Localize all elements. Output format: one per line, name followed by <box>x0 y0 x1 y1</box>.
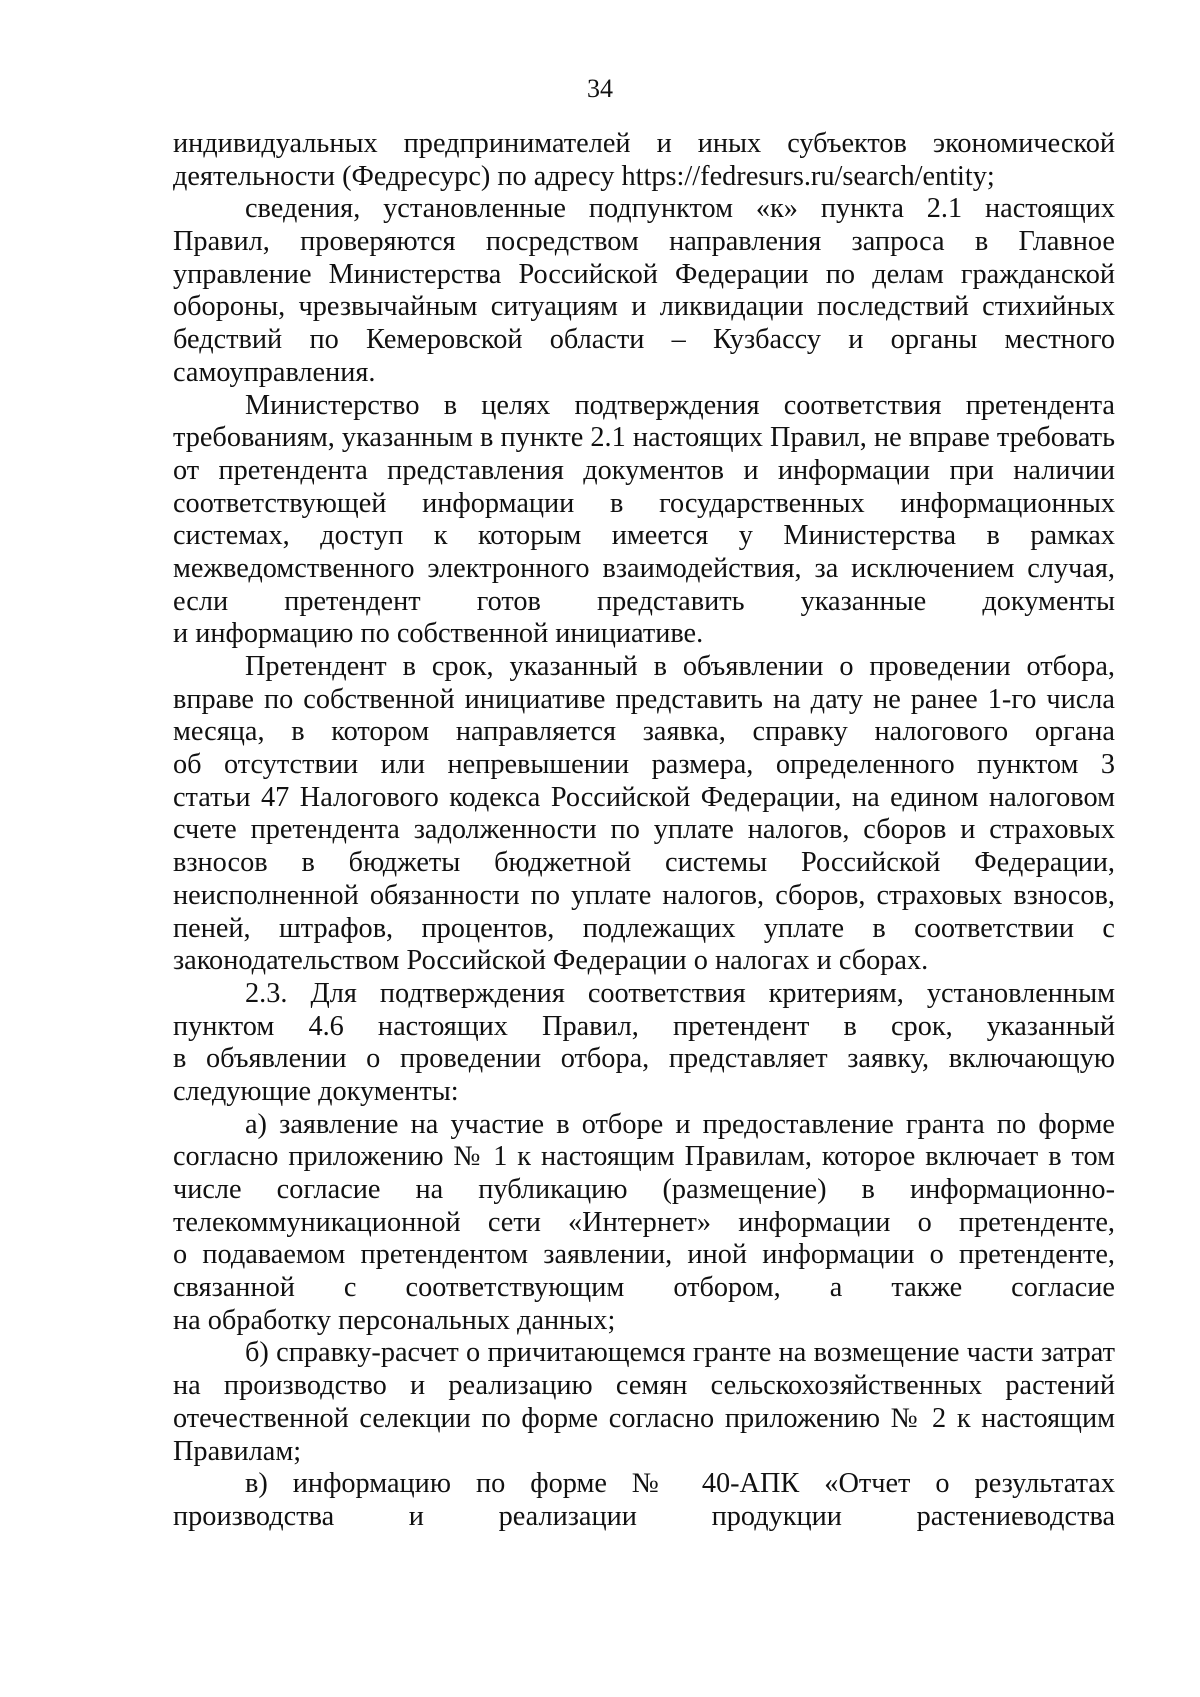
text-line: управление Министерства Российской Федерации по делам гражданской <box>173 258 1115 290</box>
paragraph <box>173 193 1115 389</box>
text-line: вправе по собственной инициативе представить на дату не ранее 1-го числа <box>173 683 1115 715</box>
paragraph <box>173 1337 1115 1468</box>
text-line: Министерство в целях подтверждения соответствия претендента <box>245 389 1115 421</box>
text-line: о подаваемом претендентом заявлении, иной информации о претенденте, <box>173 1239 1115 1271</box>
document-body <box>173 128 1115 1534</box>
text-line: бедствий по Кемеровской области – Кузбассу и органы местного <box>173 324 1115 356</box>
text-line: самоуправления. <box>173 356 376 388</box>
text-line: согласно приложению № 1 к настоящим Правилам, которое включает в том <box>173 1141 1115 1173</box>
text-line: связанной с соответствующим отбором, а также согласие <box>173 1272 1115 1304</box>
text-line: системах, доступ к которым имеется у Министерства в рамках <box>173 520 1115 552</box>
text-line: числе согласие на публикацию (размещение) в информационно- <box>173 1174 1115 1205</box>
text-line: и информацию по собственной инициативе. <box>173 618 704 650</box>
text-line: пунктом 4.6 настоящих Правил, претендент в срок, указанный <box>173 1010 1115 1042</box>
text-line: статьи 47 Налогового кодекса Российской Федерации, на едином налоговом <box>173 781 1115 813</box>
text-line: неисполненной обязанности по уплате налогов, сборов, страховых взносов, <box>173 879 1115 911</box>
paragraph <box>173 978 1115 1109</box>
paragraph <box>173 1468 1115 1533</box>
text-line: сведения, установленные подпунктом «к» пункта 2.1 настоящих <box>245 193 1115 225</box>
text-line: Претендент в срок, указанный в объявлении о проведении отбора, <box>245 651 1115 682</box>
text-line: телекоммуникационной сети «Интернет» информации о претенденте, <box>173 1206 1115 1238</box>
text-line: пеней, штрафов, процентов, подлежащих уплате в соответствии с <box>173 912 1115 944</box>
text-line: Правил, проверяются посредством направления запроса в Главное <box>173 226 1115 258</box>
text-line: требованиям, указанным в пункте 2.1 настоящих Правил, не вправе требовать <box>173 422 1115 454</box>
text-line: Правилам; <box>173 1435 302 1467</box>
text-line: индивидуальных предпринимателей и иных субъектов экономической <box>173 128 1115 159</box>
text-line: обороны, чрезвычайным ситуациям и ликвидации последствий стихийных <box>173 291 1115 323</box>
text-line: соответствующей информации в государственных информационных <box>173 487 1115 519</box>
text-line: б) справку-расчет о причитающемся гранте на возмещение части затрат <box>245 1337 1115 1369</box>
text-line: месяца, в котором направляется заявка, справку налогового органа <box>173 716 1115 748</box>
text-line: если претендент готов представить указанные документы <box>173 585 1115 617</box>
text-line: а) заявление на участие в отборе и предоставление гранта по форме <box>245 1108 1115 1140</box>
text-line: взносов в бюджеты бюджетной системы Российской Федерации, <box>173 847 1115 879</box>
text-line: на производство и реализацию семян сельскохозяйственных растений <box>173 1370 1115 1402</box>
paragraph <box>173 390 1115 652</box>
text-line: законодательством Российской Федерации о налогах и сборах. <box>173 945 929 977</box>
text-line: отечественной селекции по форме согласно приложению № 2 к настоящим <box>173 1402 1115 1434</box>
paragraph <box>173 1109 1115 1338</box>
text-line: 2.3. Для подтверждения соответствия критериям, установленным <box>245 977 1115 1009</box>
text-line: межведомственного электронного взаимодействия, за исключением случая, <box>173 552 1115 584</box>
text-line: в объявлении о проведении отбора, представляет заявку, включающую <box>173 1043 1115 1075</box>
paragraph <box>173 128 1115 193</box>
text-line: производства и реализации продукции растениеводства <box>173 1500 1115 1532</box>
text-line: счете претендента задолженности по уплате налогов, сборов и страховых <box>173 814 1115 846</box>
paragraph <box>173 651 1115 978</box>
text-line: на обработку персональных данных; <box>173 1304 616 1336</box>
text-line: об отсутствии или непревышении размера, определенного пунктом 3 <box>173 749 1115 781</box>
text-line: деятельности (Федресурс) по адресу https://fedresurs.ru/search/entity; <box>173 160 995 192</box>
text-line: следующие документы: <box>173 1075 459 1107</box>
text-line: в) информацию по форме № 40-АПК «Отчет о результатах <box>245 1468 1115 1500</box>
text-line: от претендента представления документов и информации при наличии <box>173 454 1115 486</box>
page-number: 34 <box>587 74 613 103</box>
